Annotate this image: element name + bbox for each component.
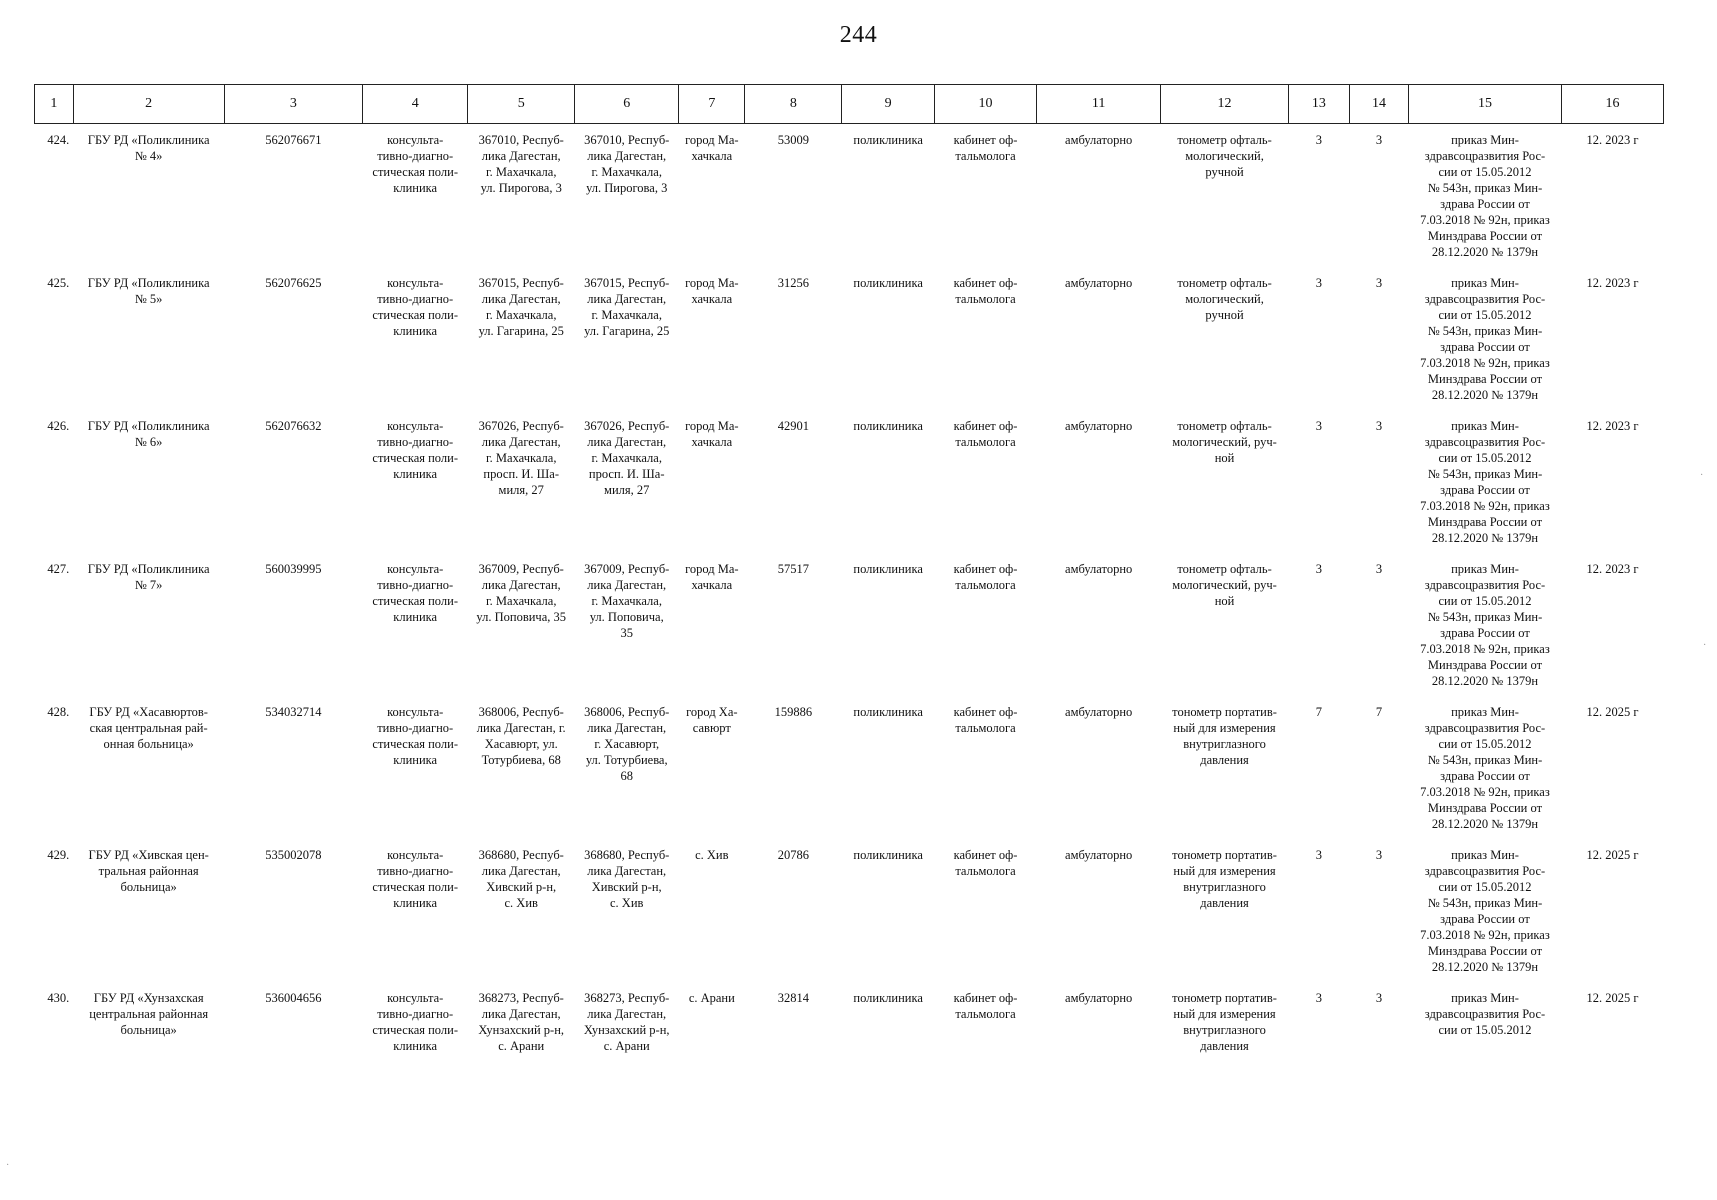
population-text: 53009 — [777, 133, 809, 147]
code-text: 562076632 — [265, 418, 322, 433]
qty-required-cell — [1288, 267, 1349, 410]
institution-name-cell — [73, 696, 224, 839]
equipment-text: тонометр офталь- мологический, ручной — [1177, 275, 1272, 322]
cabinet-text: кабинет оф- тальмолога — [953, 704, 1018, 735]
unit-type-cell — [842, 410, 935, 553]
column-header-14: 14 — [1349, 85, 1408, 124]
care-form-text: амбулаторно — [1065, 133, 1133, 147]
legal-basis-text: приказ Мин- здравсоцразвития Рос- сии от 15.05.2012 № 543н, приказ Мин- здрава России от 7.03.2018 № 92н, приказ Минздрава России от 28.12.2020 № 1379н — [1420, 847, 1550, 974]
locality-text: город Ма- хачкала — [685, 561, 739, 592]
care-form-text: амбулаторно — [1065, 990, 1133, 1005]
column-header-16: 16 — [1561, 85, 1663, 124]
qty-required-cell — [1288, 696, 1349, 839]
locality-cell — [679, 696, 745, 839]
table-row — [35, 267, 1664, 410]
locality-text: город Ма- хачкала — [685, 275, 739, 306]
locality-cell — [679, 839, 745, 982]
deadline-text: 12. 2025 г — [1586, 704, 1639, 719]
code-text: 562076671 — [265, 133, 322, 147]
deadline-text: 12. 2025 г — [1586, 990, 1639, 1005]
cabinet-text: кабинет оф- тальмолога — [953, 561, 1018, 592]
qty-required-cell — [1288, 124, 1349, 267]
column-header-10: 10 — [935, 85, 1037, 124]
code-cell — [224, 124, 363, 267]
scan-speck: · — [1700, 470, 1704, 481]
institution-type-text: консульта- тивно-диагно- стическая поли- клиника — [372, 990, 458, 1053]
qty-available-text: 3 — [1375, 275, 1383, 290]
institution-type-cell — [363, 267, 468, 410]
row-number-cell — [35, 410, 74, 553]
column-header-6: 6 — [575, 85, 679, 124]
qty-required-cell — [1288, 982, 1349, 1077]
equipment-cell — [1161, 839, 1288, 982]
institution-type-cell — [363, 410, 468, 553]
code-cell — [224, 267, 363, 410]
care-form-cell — [1036, 553, 1160, 696]
care-form-cell — [1036, 410, 1160, 553]
legal-basis-cell — [1409, 410, 1562, 553]
actual-address-cell — [575, 696, 679, 839]
legal-address-text: 368273, Респуб- лика Дагестан, Хунзахский р-н, с. Арани — [478, 990, 565, 1053]
unit-type-text: поликлиника — [853, 418, 923, 433]
legal-basis-cell — [1409, 124, 1562, 267]
cabinet-cell — [935, 553, 1037, 696]
equipment-cell — [1161, 553, 1288, 696]
unit-type-cell — [842, 553, 935, 696]
column-header-2: 2 — [73, 85, 224, 124]
legal-basis-text: приказ Мин- здравсоцразвития Рос- сии от 15.05.2012 № 543н, приказ Мин- здрава России от 7.03.2018 № 92н, приказ Минздрава России от 28.12.2020 № 1379н — [1420, 561, 1550, 688]
population-text: 32814 — [777, 990, 809, 1005]
column-header-8: 8 — [745, 85, 842, 124]
legal-basis-cell — [1409, 982, 1562, 1077]
page-number: 244 — [839, 22, 878, 48]
care-form-cell — [1036, 267, 1160, 410]
column-header-3: 3 — [224, 85, 363, 124]
care-form-cell — [1036, 124, 1160, 267]
row-number-cell — [35, 124, 74, 267]
institution-name-cell — [73, 267, 224, 410]
deadline-text: 12. 2023 г — [1586, 418, 1639, 433]
legal-address-text: 368006, Респуб- лика Дагестан, г. Хасавюрт, ул. Тотурбиева, 68 — [476, 704, 566, 767]
table-row — [35, 982, 1664, 1077]
qty-available-cell — [1349, 410, 1408, 553]
row-number-cell — [35, 267, 74, 410]
column-header-7: 7 — [679, 85, 745, 124]
institution-type-cell — [363, 982, 468, 1077]
qty-required-cell — [1288, 553, 1349, 696]
care-form-cell — [1036, 839, 1160, 982]
qty-required-text: 3 — [1315, 847, 1322, 862]
institution-type-text: консульта- тивно-диагно- стическая поли- клиника — [372, 704, 458, 767]
qty-available-cell — [1349, 267, 1408, 410]
institution-type-text: консульта- тивно-диагно- стическая поли- клиника — [372, 418, 458, 481]
unit-type-cell — [842, 124, 935, 267]
qty-available-cell — [1349, 696, 1408, 839]
actual-address-cell — [575, 839, 679, 982]
table-row — [35, 410, 1664, 553]
unit-type-cell — [842, 839, 935, 982]
population-cell — [745, 267, 842, 410]
institution-type-cell — [363, 124, 468, 267]
row-number-text: 427. — [47, 561, 70, 576]
table-row — [35, 124, 1664, 267]
equipment-cell — [1161, 267, 1288, 410]
actual-address-cell — [575, 124, 679, 267]
actual-address-text: 368273, Респуб- лика Дагестан, Хунзахский р-н, с. Арани — [583, 990, 670, 1053]
table-row — [35, 839, 1664, 982]
population-text: 20786 — [777, 847, 809, 862]
deadline-text: 12. 2023 г — [1586, 561, 1639, 576]
population-text: 31256 — [777, 275, 809, 290]
qty-available-cell — [1349, 124, 1408, 267]
unit-type-text: поликлиника — [853, 275, 923, 290]
deadline-text: 12. 2023 г — [1586, 133, 1639, 147]
code-text: 560039995 — [265, 561, 322, 576]
population-text: 159886 — [774, 704, 813, 719]
code-text: 536004656 — [265, 990, 322, 1005]
institution-name-cell — [73, 124, 224, 267]
legal-address-cell — [468, 553, 575, 696]
locality-text: город Ма- хачкала — [685, 133, 739, 163]
row-number-text: 430. — [47, 990, 70, 1005]
cabinet-cell — [935, 982, 1037, 1077]
code-text: 534032714 — [265, 704, 322, 719]
locality-text: с. Арани — [688, 990, 735, 1005]
legal-address-cell — [468, 696, 575, 839]
qty-required-text: 3 — [1315, 990, 1322, 1005]
row-number-text: 428. — [47, 704, 70, 719]
deadline-text: 12. 2023 г — [1586, 275, 1639, 290]
institution-name-text: ГБУ РД «Хивская цен- тральная районная больница» — [88, 847, 209, 894]
institution-name-text: ГБУ РД «Поликлиника № 5» — [87, 275, 210, 306]
row-number-cell — [35, 553, 74, 696]
equipment-cell — [1161, 696, 1288, 839]
care-form-cell — [1036, 696, 1160, 839]
row-number-cell — [35, 839, 74, 982]
care-form-text: амбулаторно — [1065, 704, 1133, 719]
cabinet-cell — [935, 124, 1037, 267]
actual-address-cell — [575, 553, 679, 696]
actual-address-text: 367015, Респуб- лика Дагестан, г. Махачкала, ул. Гагарина, 25 — [584, 275, 670, 338]
register-table — [34, 84, 1664, 1077]
unit-type-cell — [842, 696, 935, 839]
row-number-cell — [35, 696, 74, 839]
legal-address-text: 367009, Респуб- лика Дагестан, г. Махачкала, ул. Поповича, 35 — [476, 561, 567, 624]
population-cell — [745, 410, 842, 553]
legal-address-cell — [468, 410, 575, 553]
institution-name-cell — [73, 410, 224, 553]
cabinet-text: кабинет оф- тальмолога — [953, 418, 1018, 449]
cabinet-text: кабинет оф- тальмолога — [953, 275, 1018, 306]
actual-address-text: 367009, Респуб- лика Дагестан, г. Махачкала, ул. Поповича, 35 — [584, 561, 670, 640]
cabinet-cell — [935, 267, 1037, 410]
code-cell — [224, 839, 363, 982]
qty-available-cell — [1349, 982, 1408, 1077]
legal-address-text: 367010, Респуб- лика Дагестан, г. Махачкала, ул. Пирогова, 3 — [478, 133, 564, 195]
population-cell — [745, 982, 842, 1077]
unit-type-text: поликлиника — [853, 847, 923, 862]
column-header-5: 5 — [468, 85, 575, 124]
equipment-text: тонометр портатив- ный для измерения внутриглазного давления — [1172, 990, 1277, 1053]
column-header-11: 11 — [1036, 85, 1160, 124]
institution-name-cell — [73, 982, 224, 1077]
actual-address-text: 367010, Респуб- лика Дагестан, г. Махачкала, ул. Пирогова, 3 — [584, 133, 670, 195]
equipment-cell — [1161, 124, 1288, 267]
unit-type-text: поликлиника — [853, 990, 923, 1005]
legal-address-cell — [468, 839, 575, 982]
qty-available-cell — [1349, 839, 1408, 982]
deadline-cell — [1561, 839, 1663, 982]
care-form-text: амбулаторно — [1065, 561, 1133, 576]
deadline-cell — [1561, 982, 1663, 1077]
table-row — [35, 696, 1664, 839]
institution-type-text: консульта- тивно-диагно- стическая поли- клиника — [372, 133, 458, 195]
locality-text: с. Хив — [695, 847, 729, 862]
table-row — [35, 553, 1664, 696]
scan-speck: · — [1703, 640, 1707, 651]
legal-basis-text: приказ Мин- здравсоцразвития Рос- сии от 15.05.2012 № 543н, приказ Мин- здрава России от 7.03.2018 № 92н, приказ Минздрава России от 28.12.2020 № 1379н — [1420, 704, 1550, 831]
care-form-text: амбулаторно — [1065, 418, 1133, 433]
qty-available-cell — [1349, 553, 1408, 696]
institution-type-text: консульта- тивно-диагно- стическая поли- клиника — [372, 847, 458, 910]
deadline-cell — [1561, 267, 1663, 410]
legal-basis-cell — [1409, 696, 1562, 839]
legal-basis-text: приказ Мин- здравсоцразвития Рос- сии от 15.05.2012 № 543н, приказ Мин- здрава России от 7.03.2018 № 92н, приказ Минздрава России от 28.12.2020 № 1379н — [1420, 418, 1550, 545]
column-header-1: 1 — [35, 85, 74, 124]
qty-required-cell — [1288, 839, 1349, 982]
institution-type-cell — [363, 696, 468, 839]
locality-text: город Ха- савюрт — [686, 704, 738, 735]
code-cell — [224, 553, 363, 696]
qty-available-text: 7 — [1375, 704, 1383, 719]
actual-address-text: 368680, Респуб- лика Дагестан, Хивский р-н, с. Хив — [584, 847, 670, 910]
equipment-text: тонометр офталь- мологический, руч- ной — [1172, 561, 1277, 608]
institution-name-text: ГБУ РД «Поликлиника № 4» — [87, 133, 210, 163]
institution-name-cell — [73, 839, 224, 982]
institution-type-text: консульта- тивно-диагно- стическая поли- клиника — [372, 275, 458, 338]
locality-cell — [679, 410, 745, 553]
row-number-text: 425. — [47, 275, 70, 290]
scan-speck: · — [6, 1160, 10, 1171]
row-number-text: 426. — [47, 418, 70, 433]
qty-required-text: 7 — [1315, 704, 1322, 719]
qty-available-text: 3 — [1375, 990, 1383, 1005]
institution-name-text: ГБУ РД «Хунзахская центральная районная больница» — [89, 990, 209, 1037]
qty-available-text: 3 — [1375, 418, 1383, 433]
legal-basis-text: приказ Мин- здравсоцразвития Рос- сии от 15.05.2012 № 543н, приказ Мин- здрава России от 7.03.2018 № 92н, приказ Минздрава России от 28.12.2020 № 1379н — [1420, 275, 1550, 402]
code-text: 562076625 — [265, 275, 322, 290]
cabinet-text: кабинет оф- тальмолога — [953, 133, 1018, 163]
legal-basis-cell — [1409, 553, 1562, 696]
qty-required-cell — [1288, 410, 1349, 553]
qty-available-text: 3 — [1375, 847, 1383, 862]
locality-cell — [679, 553, 745, 696]
legal-address-cell — [468, 267, 575, 410]
equipment-text: тонометр офталь- мологический, ручной — [1177, 133, 1272, 179]
row-number-cell — [35, 982, 74, 1077]
institution-type-text: консульта- тивно-диагно- стическая поли- клиника — [372, 561, 458, 624]
row-number-text: 424. — [47, 133, 70, 147]
cabinet-cell — [935, 839, 1037, 982]
deadline-cell — [1561, 410, 1663, 553]
column-header-12: 12 — [1161, 85, 1288, 124]
population-cell — [745, 839, 842, 982]
column-header-4: 4 — [363, 85, 468, 124]
unit-type-cell — [842, 982, 935, 1077]
qty-available-text: 3 — [1375, 561, 1383, 576]
equipment-text: тонометр портатив- ный для измерения внутриглазного давления — [1172, 847, 1277, 910]
legal-address-cell — [468, 982, 575, 1077]
actual-address-text: 368006, Респуб- лика Дагестан, г. Хасавюрт, ул. Тотурбиева, 68 — [584, 704, 670, 783]
locality-cell — [679, 982, 745, 1077]
qty-required-text: 3 — [1315, 275, 1322, 290]
actual-address-cell — [575, 982, 679, 1077]
legal-address-text: 368680, Респуб- лика Дагестан, Хивский р-н, с. Хив — [478, 847, 564, 910]
qty-required-text: 3 — [1315, 133, 1322, 147]
locality-cell — [679, 124, 745, 267]
code-cell — [224, 982, 363, 1077]
deadline-text: 12. 2025 г — [1586, 847, 1639, 862]
column-header-9: 9 — [842, 85, 935, 124]
deadline-cell — [1561, 553, 1663, 696]
population-text: 57517 — [777, 561, 809, 576]
header-row — [35, 85, 1664, 124]
legal-basis-cell — [1409, 267, 1562, 410]
institution-type-cell — [363, 839, 468, 982]
column-header-15: 15 — [1409, 85, 1562, 124]
legal-address-text: 367026, Респуб- лика Дагестан, г. Махачкала, просп. И. Ша- миля, 27 — [478, 418, 564, 497]
cabinet-text: кабинет оф- тальмолога — [953, 990, 1018, 1021]
institution-name-text: ГБУ РД «Хасавюртов- ская центральная рай- онная больница» — [89, 704, 208, 751]
equipment-cell — [1161, 982, 1288, 1077]
qty-available-text: 3 — [1375, 133, 1383, 147]
unit-type-text: поликлиника — [853, 133, 923, 147]
equipment-cell — [1161, 410, 1288, 553]
equipment-text: тонометр офталь- мологический, руч- ной — [1172, 418, 1277, 465]
table-body — [35, 124, 1664, 1077]
population-text: 42901 — [777, 418, 809, 433]
institution-name-text: ГБУ РД «Поликлиника № 6» — [87, 418, 210, 449]
locality-cell — [679, 267, 745, 410]
cabinet-cell — [935, 410, 1037, 553]
unit-type-cell — [842, 267, 935, 410]
qty-required-text: 3 — [1315, 418, 1322, 433]
equipment-text: тонометр портатив- ный для измерения внутриглазного давления — [1172, 704, 1277, 767]
unit-type-text: поликлиника — [853, 561, 923, 576]
row-number-text: 429. — [47, 847, 70, 862]
actual-address-cell — [575, 267, 679, 410]
code-cell — [224, 410, 363, 553]
care-form-text: амбулаторно — [1065, 847, 1133, 862]
code-cell — [224, 696, 363, 839]
actual-address-text: 367026, Респуб- лика Дагестан, г. Махачкала, просп. И. Ша- миля, 27 — [584, 418, 670, 497]
cabinet-text: кабинет оф- тальмолога — [953, 847, 1018, 878]
deadline-cell — [1561, 124, 1663, 267]
locality-text: город Ма- хачкала — [685, 418, 739, 449]
legal-basis-text: приказ Мин- здравсоцразвития Рос- сии от 15.05.2012 — [1424, 990, 1546, 1037]
care-form-text: амбулаторно — [1065, 275, 1133, 290]
population-cell — [745, 696, 842, 839]
qty-required-text: 3 — [1315, 561, 1322, 576]
actual-address-cell — [575, 410, 679, 553]
unit-type-text: поликлиника — [853, 704, 923, 719]
institution-name-cell — [73, 553, 224, 696]
population-cell — [745, 124, 842, 267]
population-cell — [745, 553, 842, 696]
legal-address-cell — [468, 124, 575, 267]
column-header-13: 13 — [1288, 85, 1349, 124]
institution-type-cell — [363, 553, 468, 696]
legal-basis-text: приказ Мин- здравсоцразвития Рос- сии от 15.05.2012 № 543н, приказ Мин- здрава России от 7.03.2018 № 92н, приказ Минздрава России от 28.12.2020 № 1379н — [1420, 133, 1550, 259]
legal-address-text: 367015, Респуб- лика Дагестан, г. Махачкала, ул. Гагарина, 25 — [478, 275, 564, 338]
code-text: 535002078 — [265, 847, 322, 862]
deadline-cell — [1561, 696, 1663, 839]
institution-name-text: ГБУ РД «Поликлиника № 7» — [87, 561, 210, 592]
care-form-cell — [1036, 982, 1160, 1077]
legal-basis-cell — [1409, 839, 1562, 982]
cabinet-cell — [935, 696, 1037, 839]
